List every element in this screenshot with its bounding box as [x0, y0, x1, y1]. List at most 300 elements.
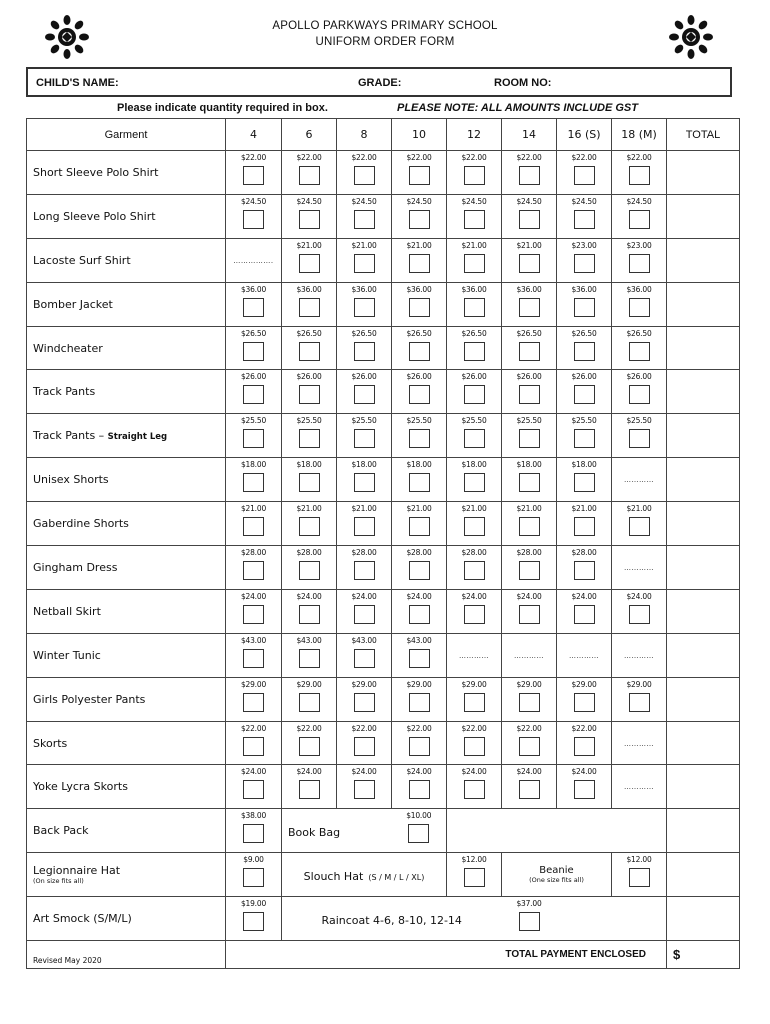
price-label: $12.00 [626, 855, 652, 865]
row-total-cell[interactable] [667, 589, 740, 633]
quantity-box[interactable] [574, 210, 595, 229]
price-label: $26.00 [296, 372, 322, 382]
raincoat-quantity-box[interactable] [519, 912, 540, 931]
child-name-field[interactable]: CHILD'S NAME: [36, 77, 119, 89]
quantity-box[interactable] [354, 210, 375, 229]
price-label: $24.50 [240, 196, 267, 206]
row-total-cell[interactable] [667, 721, 740, 765]
size-cell [282, 414, 337, 458]
price-label: $26.00 [571, 372, 597, 382]
size-cell [612, 677, 667, 721]
quantity-box[interactable] [409, 737, 430, 756]
quantity-box[interactable] [464, 298, 485, 317]
quantity-box[interactable] [354, 429, 375, 448]
quantity-box[interactable] [354, 693, 375, 712]
row-total-cell[interactable] [667, 677, 740, 721]
row-total-cell[interactable] [667, 546, 740, 590]
quantity-box[interactable] [519, 605, 540, 624]
quantity-box[interactable] [409, 254, 430, 273]
slouch-hat-sizes: (S / M / L / XL) [368, 873, 425, 883]
price-label: $18.00 [461, 460, 487, 470]
quantity-box[interactable] [409, 649, 430, 668]
quantity-box[interactable] [299, 693, 320, 712]
price-label: $21.00 [461, 240, 487, 250]
price-label: $36.00 [626, 284, 652, 294]
price-label: $10.00 [406, 811, 432, 821]
quantity-box[interactable] [409, 342, 430, 361]
price-label: $9.00 [243, 855, 264, 865]
size-cell [337, 546, 392, 590]
quantity-box[interactable] [354, 649, 375, 668]
price-label: $24.00 [406, 767, 432, 777]
price-label: $22.00 [406, 723, 432, 733]
price-label: $26.50 [461, 328, 487, 338]
quantity-box[interactable] [574, 693, 595, 712]
price-label: $22.00 [296, 723, 322, 733]
quantity-box[interactable] [354, 342, 375, 361]
price-label: $29.00 [296, 679, 322, 689]
garment-name: Back Pack [27, 809, 226, 853]
price-label: $29.00 [626, 679, 652, 689]
raincoat-label: Raincoat 4-6, 8-10, 12-14 [321, 914, 462, 928]
garment-name: Gaberdine Shorts [33, 517, 129, 531]
price-label: $18.00 [571, 460, 597, 470]
quantity-box[interactable] [409, 166, 430, 185]
garment-name-cell [27, 194, 226, 238]
size-cell [447, 633, 502, 677]
row-total-cell[interactable] [667, 238, 740, 282]
quantity-box[interactable] [409, 517, 430, 536]
size-cell [557, 458, 612, 502]
size-cell [226, 502, 282, 546]
table-row [27, 765, 740, 809]
quantity-box[interactable] [243, 385, 264, 404]
size-cell [226, 589, 282, 633]
quantity-box[interactable] [354, 254, 375, 273]
quantity-box[interactable] [519, 210, 540, 229]
price-label: $18.00 [296, 460, 322, 470]
size-cell [557, 282, 612, 326]
legionnaire-hat-size-note: (On size fits all) [33, 877, 84, 886]
quantity-box[interactable] [629, 210, 650, 229]
size-cell [226, 546, 282, 590]
quantity-box[interactable] [519, 342, 540, 361]
garment-name-cell [27, 721, 226, 765]
row-total-cell[interactable] [667, 194, 740, 238]
size-cell [557, 151, 612, 195]
price-label: $22.00 [240, 153, 267, 162]
row-total-cell[interactable] [667, 765, 740, 809]
size-cell [392, 765, 447, 809]
quantity-box[interactable] [354, 517, 375, 536]
row-total-cell[interactable] [667, 853, 740, 897]
price-label: $25.50 [626, 416, 652, 426]
quantity-box[interactable] [354, 385, 375, 404]
size-cell [612, 633, 667, 677]
book-bag-label: Book Bag [288, 826, 341, 840]
size-cell [447, 546, 502, 590]
quantity-box[interactable] [243, 473, 264, 492]
price-label: $36.00 [406, 284, 432, 294]
student-info-box [26, 67, 732, 97]
price-label: $18.00 [240, 460, 267, 470]
size-cell [282, 238, 337, 282]
not-available-marker: ………… [459, 651, 489, 660]
row-total-cell[interactable] [667, 502, 740, 546]
size-cell [226, 326, 282, 370]
size-cell [447, 677, 502, 721]
quantity-box[interactable] [574, 342, 595, 361]
price-label: $29.00 [240, 679, 267, 689]
price-label: $36.00 [571, 284, 597, 294]
quantity-box[interactable] [354, 605, 375, 624]
row-total-cell[interactable] [667, 414, 740, 458]
price-label: $21.00 [406, 240, 432, 250]
quantity-box[interactable] [464, 693, 485, 712]
price-label: $26.50 [571, 328, 597, 338]
size-cell [392, 414, 447, 458]
quantity-box[interactable] [629, 298, 650, 317]
size-cell [337, 765, 392, 809]
quantity-box[interactable] [519, 473, 540, 492]
quantity-box[interactable] [299, 561, 320, 580]
quantity-box[interactable] [299, 517, 320, 536]
size-column-header: 4 [226, 119, 282, 151]
row-total-cell[interactable] [667, 282, 740, 326]
quantity-box[interactable] [574, 166, 595, 185]
size-cell [447, 589, 502, 633]
not-available-marker: ………… [624, 564, 654, 573]
size-cell [502, 589, 557, 633]
quantity-box[interactable] [519, 561, 540, 580]
row-total-cell[interactable] [667, 326, 740, 370]
garment-name-cell [27, 458, 226, 502]
price-label: $21.00 [240, 504, 267, 514]
quantity-box[interactable] [464, 561, 485, 580]
garment-name: Lacoste Surf Shirt [33, 253, 131, 267]
size-cell [612, 721, 667, 765]
quantity-box[interactable] [574, 605, 595, 624]
price-label: $21.00 [461, 504, 487, 514]
price-label: $24.00 [240, 591, 267, 601]
quantity-box[interactable] [464, 210, 485, 229]
size-cell [337, 370, 392, 414]
size-cell [502, 633, 557, 677]
quantity-instruction: Please indicate quantity required in box. [117, 102, 328, 114]
size-column-header: 12 [447, 119, 502, 151]
price-label: $26.50 [626, 328, 652, 338]
price-label: $18.00 [516, 460, 542, 470]
quantity-box[interactable] [574, 780, 595, 799]
garment-name-cell [27, 589, 226, 633]
not-available-marker: ………… [514, 651, 544, 660]
book-bag-label-cell [282, 809, 392, 853]
price-label: $28.00 [461, 548, 487, 558]
size-cell [282, 458, 337, 502]
quantity-box[interactable] [409, 693, 430, 712]
size-cell [226, 633, 282, 677]
price-label: $43.00 [406, 635, 432, 645]
price-label: $24.50 [626, 196, 652, 206]
quantity-box[interactable] [243, 342, 264, 361]
quantity-box[interactable] [243, 210, 264, 229]
quantity-box[interactable] [464, 517, 485, 536]
table-row [27, 721, 740, 765]
quantity-box[interactable] [299, 605, 320, 624]
slouch-hat-quantity-box[interactable] [464, 868, 485, 887]
quantity-box[interactable] [519, 298, 540, 317]
quantity-box[interactable] [299, 649, 320, 668]
size-cell [612, 194, 667, 238]
quantity-box[interactable] [299, 473, 320, 492]
school-name: APOLLO PARKWAYS PRIMARY SCHOOL [272, 20, 498, 32]
size-cell [282, 151, 337, 195]
table-row-hats [27, 853, 740, 897]
price-label: $22.00 [516, 153, 542, 162]
price-label: $24.00 [351, 591, 377, 601]
quantity-box[interactable] [629, 385, 650, 404]
quantity-box[interactable] [464, 166, 485, 185]
quantity-box[interactable] [629, 429, 650, 448]
row-total-cell[interactable] [667, 458, 740, 502]
total-payment-label: TOTAL PAYMENT ENCLOSED [226, 941, 667, 969]
price-label: $21.00 [516, 240, 542, 250]
price-label: $29.00 [351, 679, 377, 689]
size-cell [557, 238, 612, 282]
quantity-box[interactable] [299, 298, 320, 317]
quantity-box[interactable] [299, 737, 320, 756]
quantity-box[interactable] [409, 429, 430, 448]
quantity-box[interactable] [629, 342, 650, 361]
quantity-box[interactable] [464, 429, 485, 448]
quantity-box[interactable] [629, 254, 650, 273]
table-row [27, 633, 740, 677]
quantity-box[interactable] [299, 385, 320, 404]
quantity-box[interactable] [243, 298, 264, 317]
quantity-box[interactable] [243, 649, 264, 668]
table-row [27, 326, 740, 370]
total-payment-field[interactable]: $ [667, 941, 740, 969]
quantity-box[interactable] [243, 429, 264, 448]
price-label: $22.00 [406, 153, 432, 162]
row-total-cell[interactable] [667, 151, 740, 195]
size-cell [447, 458, 502, 502]
quantity-box[interactable] [299, 780, 320, 799]
quantity-box[interactable] [354, 298, 375, 317]
size-cell [612, 282, 667, 326]
quantity-box[interactable] [243, 166, 264, 185]
size-cell [502, 370, 557, 414]
size-cell [502, 414, 557, 458]
quantity-box[interactable] [243, 561, 264, 580]
size-cell [612, 238, 667, 282]
size-column-header: 14 [502, 119, 557, 151]
form-header [0, 18, 770, 50]
quantity-box[interactable] [464, 254, 485, 273]
size-cell [226, 677, 282, 721]
beanie-size-note: (One size fits all) [529, 876, 584, 885]
quantity-box[interactable] [574, 561, 595, 580]
size-cell [557, 721, 612, 765]
quantity-box[interactable] [299, 342, 320, 361]
legionnaire-hat-quantity-box[interactable] [243, 868, 264, 887]
quantity-box[interactable] [409, 210, 430, 229]
total-column-header: TOTAL [667, 119, 740, 151]
quantity-box[interactable] [409, 780, 430, 799]
garment-name: Short Sleeve Polo Shirt [33, 165, 159, 179]
beanie-quantity-box[interactable] [629, 868, 650, 887]
price-label: $28.00 [571, 548, 597, 558]
price-label: $37.00 [516, 899, 542, 909]
row-total-cell[interactable] [667, 897, 740, 941]
quantity-box[interactable] [519, 166, 540, 185]
quantity-box[interactable] [519, 693, 540, 712]
garment-name: Track Pants – [33, 429, 108, 443]
garment-name: Long Sleeve Polo Shirt [33, 209, 156, 223]
quantity-box[interactable] [574, 429, 595, 448]
quantity-box[interactable] [574, 298, 595, 317]
quantity-box[interactable] [574, 517, 595, 536]
quantity-box[interactable] [409, 561, 430, 580]
price-label: $26.00 [406, 372, 432, 382]
quantity-box[interactable] [243, 737, 264, 756]
quantity-box[interactable] [519, 254, 540, 273]
slouch-hat-label-cell [282, 853, 447, 897]
garment-column-header: Garment [27, 119, 226, 151]
quantity-box[interactable] [629, 517, 650, 536]
art-smock-cell [226, 897, 282, 941]
size-column-header: 6 [282, 119, 337, 151]
size-cell [392, 238, 447, 282]
form-title: UNIFORM ORDER FORM [315, 36, 455, 48]
price-label: $26.00 [351, 372, 377, 382]
quantity-box[interactable] [519, 385, 540, 404]
quantity-box[interactable] [409, 385, 430, 404]
row-total-cell[interactable] [667, 633, 740, 677]
size-cell [226, 194, 282, 238]
size-cell [226, 458, 282, 502]
size-cell [282, 765, 337, 809]
row-total-cell[interactable] [667, 370, 740, 414]
quantity-box[interactable] [464, 473, 485, 492]
size-cell [502, 282, 557, 326]
quantity-box[interactable] [629, 693, 650, 712]
garment-name-cell [27, 853, 226, 897]
quantity-box[interactable] [629, 605, 650, 624]
price-label: $43.00 [240, 635, 267, 645]
price-label: $26.50 [406, 328, 432, 338]
quantity-box[interactable] [354, 780, 375, 799]
quantity-box[interactable] [574, 254, 595, 273]
book-bag-cell [392, 809, 447, 853]
price-label: $18.00 [406, 460, 432, 470]
quantity-box[interactable] [243, 517, 264, 536]
quantity-box[interactable] [464, 385, 485, 404]
book-bag-quantity-box[interactable] [408, 824, 429, 843]
price-label: $26.50 [351, 328, 377, 338]
price-label: $38.00 [240, 811, 267, 821]
size-cell [392, 326, 447, 370]
size-cell [502, 326, 557, 370]
quantity-box[interactable] [464, 737, 485, 756]
quantity-box[interactable] [354, 737, 375, 756]
size-cell [612, 326, 667, 370]
price-label: $36.00 [296, 284, 322, 294]
table-row [27, 151, 740, 195]
size-cell [337, 282, 392, 326]
quantity-box[interactable] [519, 780, 540, 799]
back-pack-quantity-box[interactable] [243, 824, 264, 843]
quantity-box[interactable] [243, 605, 264, 624]
quantity-box[interactable] [464, 605, 485, 624]
quantity-box[interactable] [299, 254, 320, 273]
table-row [27, 414, 740, 458]
garment-name: Bomber Jacket [33, 297, 113, 311]
quantity-box[interactable] [354, 561, 375, 580]
quantity-box[interactable] [464, 780, 485, 799]
quantity-box[interactable] [243, 693, 264, 712]
size-cell [392, 546, 447, 590]
grade-field[interactable]: GRADE: [358, 77, 402, 89]
table-row [27, 677, 740, 721]
beanie-label: Beanie [539, 865, 574, 877]
size-cell [282, 721, 337, 765]
price-label: $22.00 [351, 723, 377, 733]
size-cell [392, 370, 447, 414]
quantity-box[interactable] [574, 737, 595, 756]
quantity-box[interactable] [354, 473, 375, 492]
quantity-box[interactable] [519, 517, 540, 536]
size-cell [337, 151, 392, 195]
quantity-box[interactable] [519, 429, 540, 448]
quantity-box[interactable] [299, 166, 320, 185]
quantity-box[interactable] [629, 166, 650, 185]
price-label: $25.50 [240, 416, 267, 426]
quantity-box[interactable] [574, 385, 595, 404]
quantity-box[interactable] [299, 429, 320, 448]
quantity-box[interactable] [574, 473, 595, 492]
size-cell [282, 502, 337, 546]
size-cell [392, 633, 447, 677]
size-column-header: 16 (S) [557, 119, 612, 151]
quantity-box[interactable] [464, 342, 485, 361]
garment-name-cell [27, 765, 226, 809]
quantity-box[interactable] [519, 737, 540, 756]
quantity-box[interactable] [409, 605, 430, 624]
price-label: $25.50 [571, 416, 597, 426]
room-number-field[interactable]: ROOM NO: [494, 77, 552, 89]
row-total-cell[interactable] [667, 809, 740, 853]
quantity-box[interactable] [243, 780, 264, 799]
size-cell [612, 589, 667, 633]
table-row [27, 238, 740, 282]
size-cell [447, 721, 502, 765]
price-label: $21.00 [626, 504, 652, 514]
quantity-box[interactable] [409, 473, 430, 492]
garment-name: Gingham Dress [33, 560, 118, 574]
size-cell [282, 589, 337, 633]
quantity-box[interactable] [354, 166, 375, 185]
size-column-header: 8 [337, 119, 392, 151]
art-smock-quantity-box[interactable] [243, 912, 264, 931]
empty-cell [447, 809, 667, 853]
price-label: $18.00 [351, 460, 377, 470]
size-column-header: 10 [392, 119, 447, 151]
size-cell [226, 765, 282, 809]
quantity-box[interactable] [409, 298, 430, 317]
size-cell [447, 282, 502, 326]
quantity-box[interactable] [299, 210, 320, 229]
